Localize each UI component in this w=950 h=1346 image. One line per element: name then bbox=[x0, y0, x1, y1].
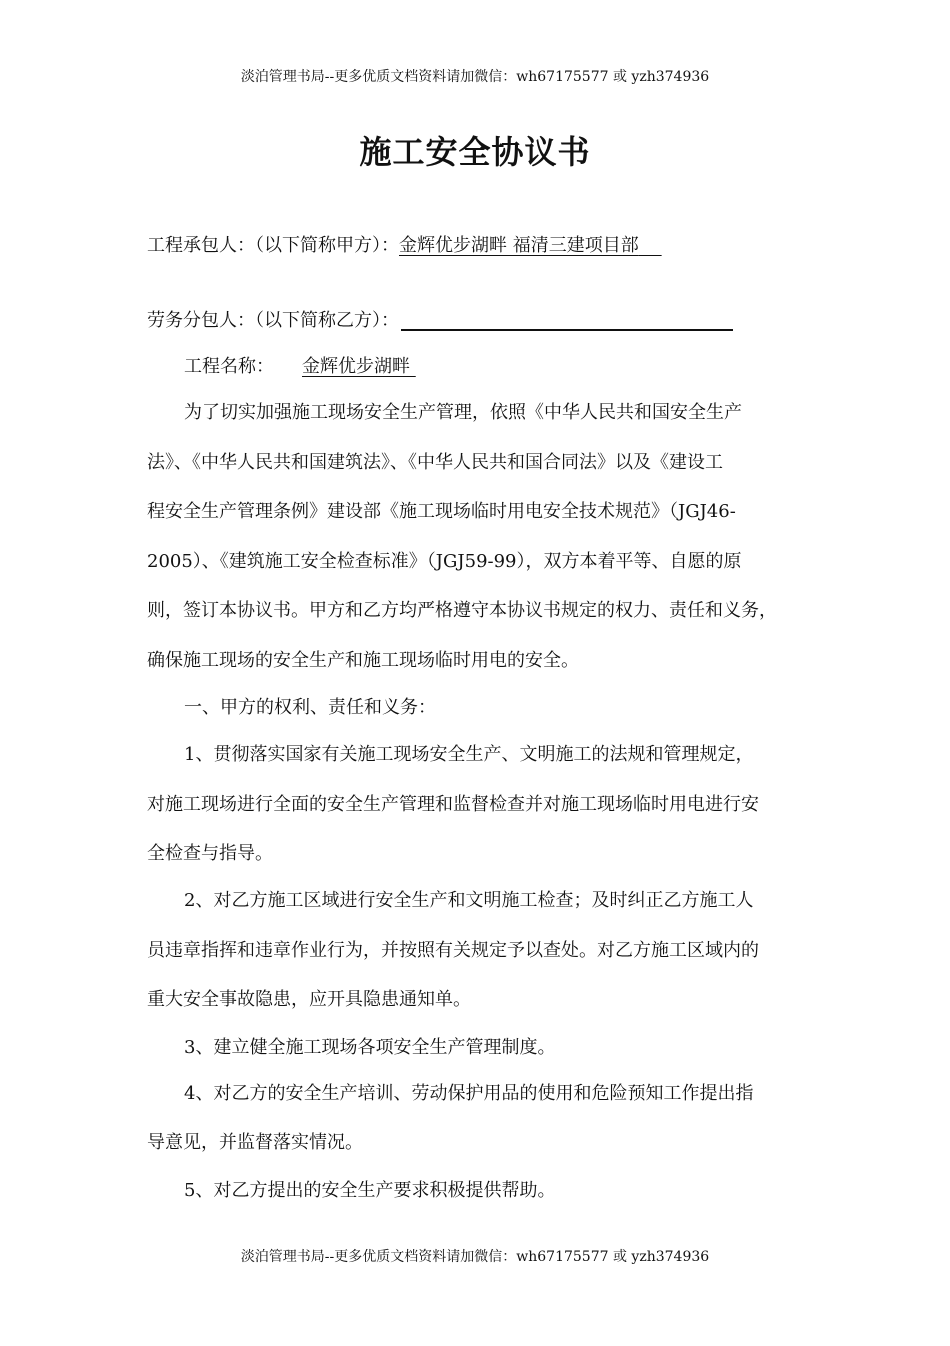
party-b-blank bbox=[401, 311, 733, 331]
body-line: 4、对乙方的安全生产培训、劳动保护用品的使用和危险预知工作提出指 bbox=[184, 1083, 754, 1104]
body-line: 5、对乙方提出的安全生产要求积极提供帮助。 bbox=[184, 1180, 556, 1201]
body-line: 法》、《中华人民共和国建筑法》、《中华人民共和国合同法》以及《建设工 bbox=[147, 452, 723, 473]
body-line: 则，签订本协议书。甲方和乙方均严格遵守本协议书规定的权力、责任和义务， bbox=[147, 600, 777, 621]
body-line: 员违章指挥和违章作业行为，并按照有关规定予以查处。对乙方施工区域内的 bbox=[147, 940, 759, 961]
project-label: 工程名称： bbox=[184, 356, 274, 377]
body-line: 程安全生产管理条例》建设部《施工现场临时用电安全技术规范》（JGJ46- bbox=[147, 501, 736, 522]
project-line bbox=[184, 355, 864, 379]
body-line: 确保施工现场的安全生产和施工现场临时用电的安全。 bbox=[147, 650, 579, 671]
body-line: 2、对乙方施工区域进行安全生产和文明施工检查；及时纠正乙方施工人 bbox=[184, 890, 754, 911]
party-a-value: 金辉优步湖畔 福清三建项目部 bbox=[399, 235, 639, 256]
party-b-label: 劳务分包人：（以下简称乙方）： bbox=[147, 310, 399, 331]
body-line: 导意见，并监督落实情况。 bbox=[147, 1132, 363, 1153]
body-line: 对施工现场进行全面的安全生产管理和监督检查并对施工现场临时用电进行安 bbox=[147, 794, 759, 815]
body-line: 1、贯彻落实国家有关施工现场安全生产、文明施工的法规和管理规定， bbox=[184, 744, 754, 765]
body-line: 为了切实加强施工现场安全生产管理，依照《中华人民共和国安全生产 bbox=[184, 402, 742, 423]
body-line: 全检查与指导。 bbox=[147, 843, 273, 864]
body-line: 2005）、《建筑施工安全检查标准》（JGJ59-99），双方本着平等、自愿的原 bbox=[147, 551, 742, 572]
page-footer: 淡泊管理书局--更多优质文档资料请加微信：wh67175577 或 yzh374936 bbox=[240, 1249, 710, 1265]
document-title: 施工安全协议书 bbox=[359, 133, 591, 171]
party-a-line bbox=[147, 234, 827, 258]
page-header: 淡泊管理书局--更多优质文档资料请加微信：wh67175577 或 yzh374936 bbox=[240, 69, 710, 85]
project-value: 金辉优步湖畔 bbox=[302, 356, 410, 377]
party-a-label: 工程承包人：（以下简称甲方）： bbox=[147, 235, 399, 256]
party-b-line bbox=[147, 309, 827, 333]
body-line: 重大安全事故隐患，应开具隐患通知单。 bbox=[147, 989, 471, 1010]
section-heading: 一、甲方的权利、责任和义务： bbox=[184, 697, 436, 718]
body-line: 3、建立健全施工现场各项安全生产管理制度。 bbox=[184, 1037, 556, 1058]
